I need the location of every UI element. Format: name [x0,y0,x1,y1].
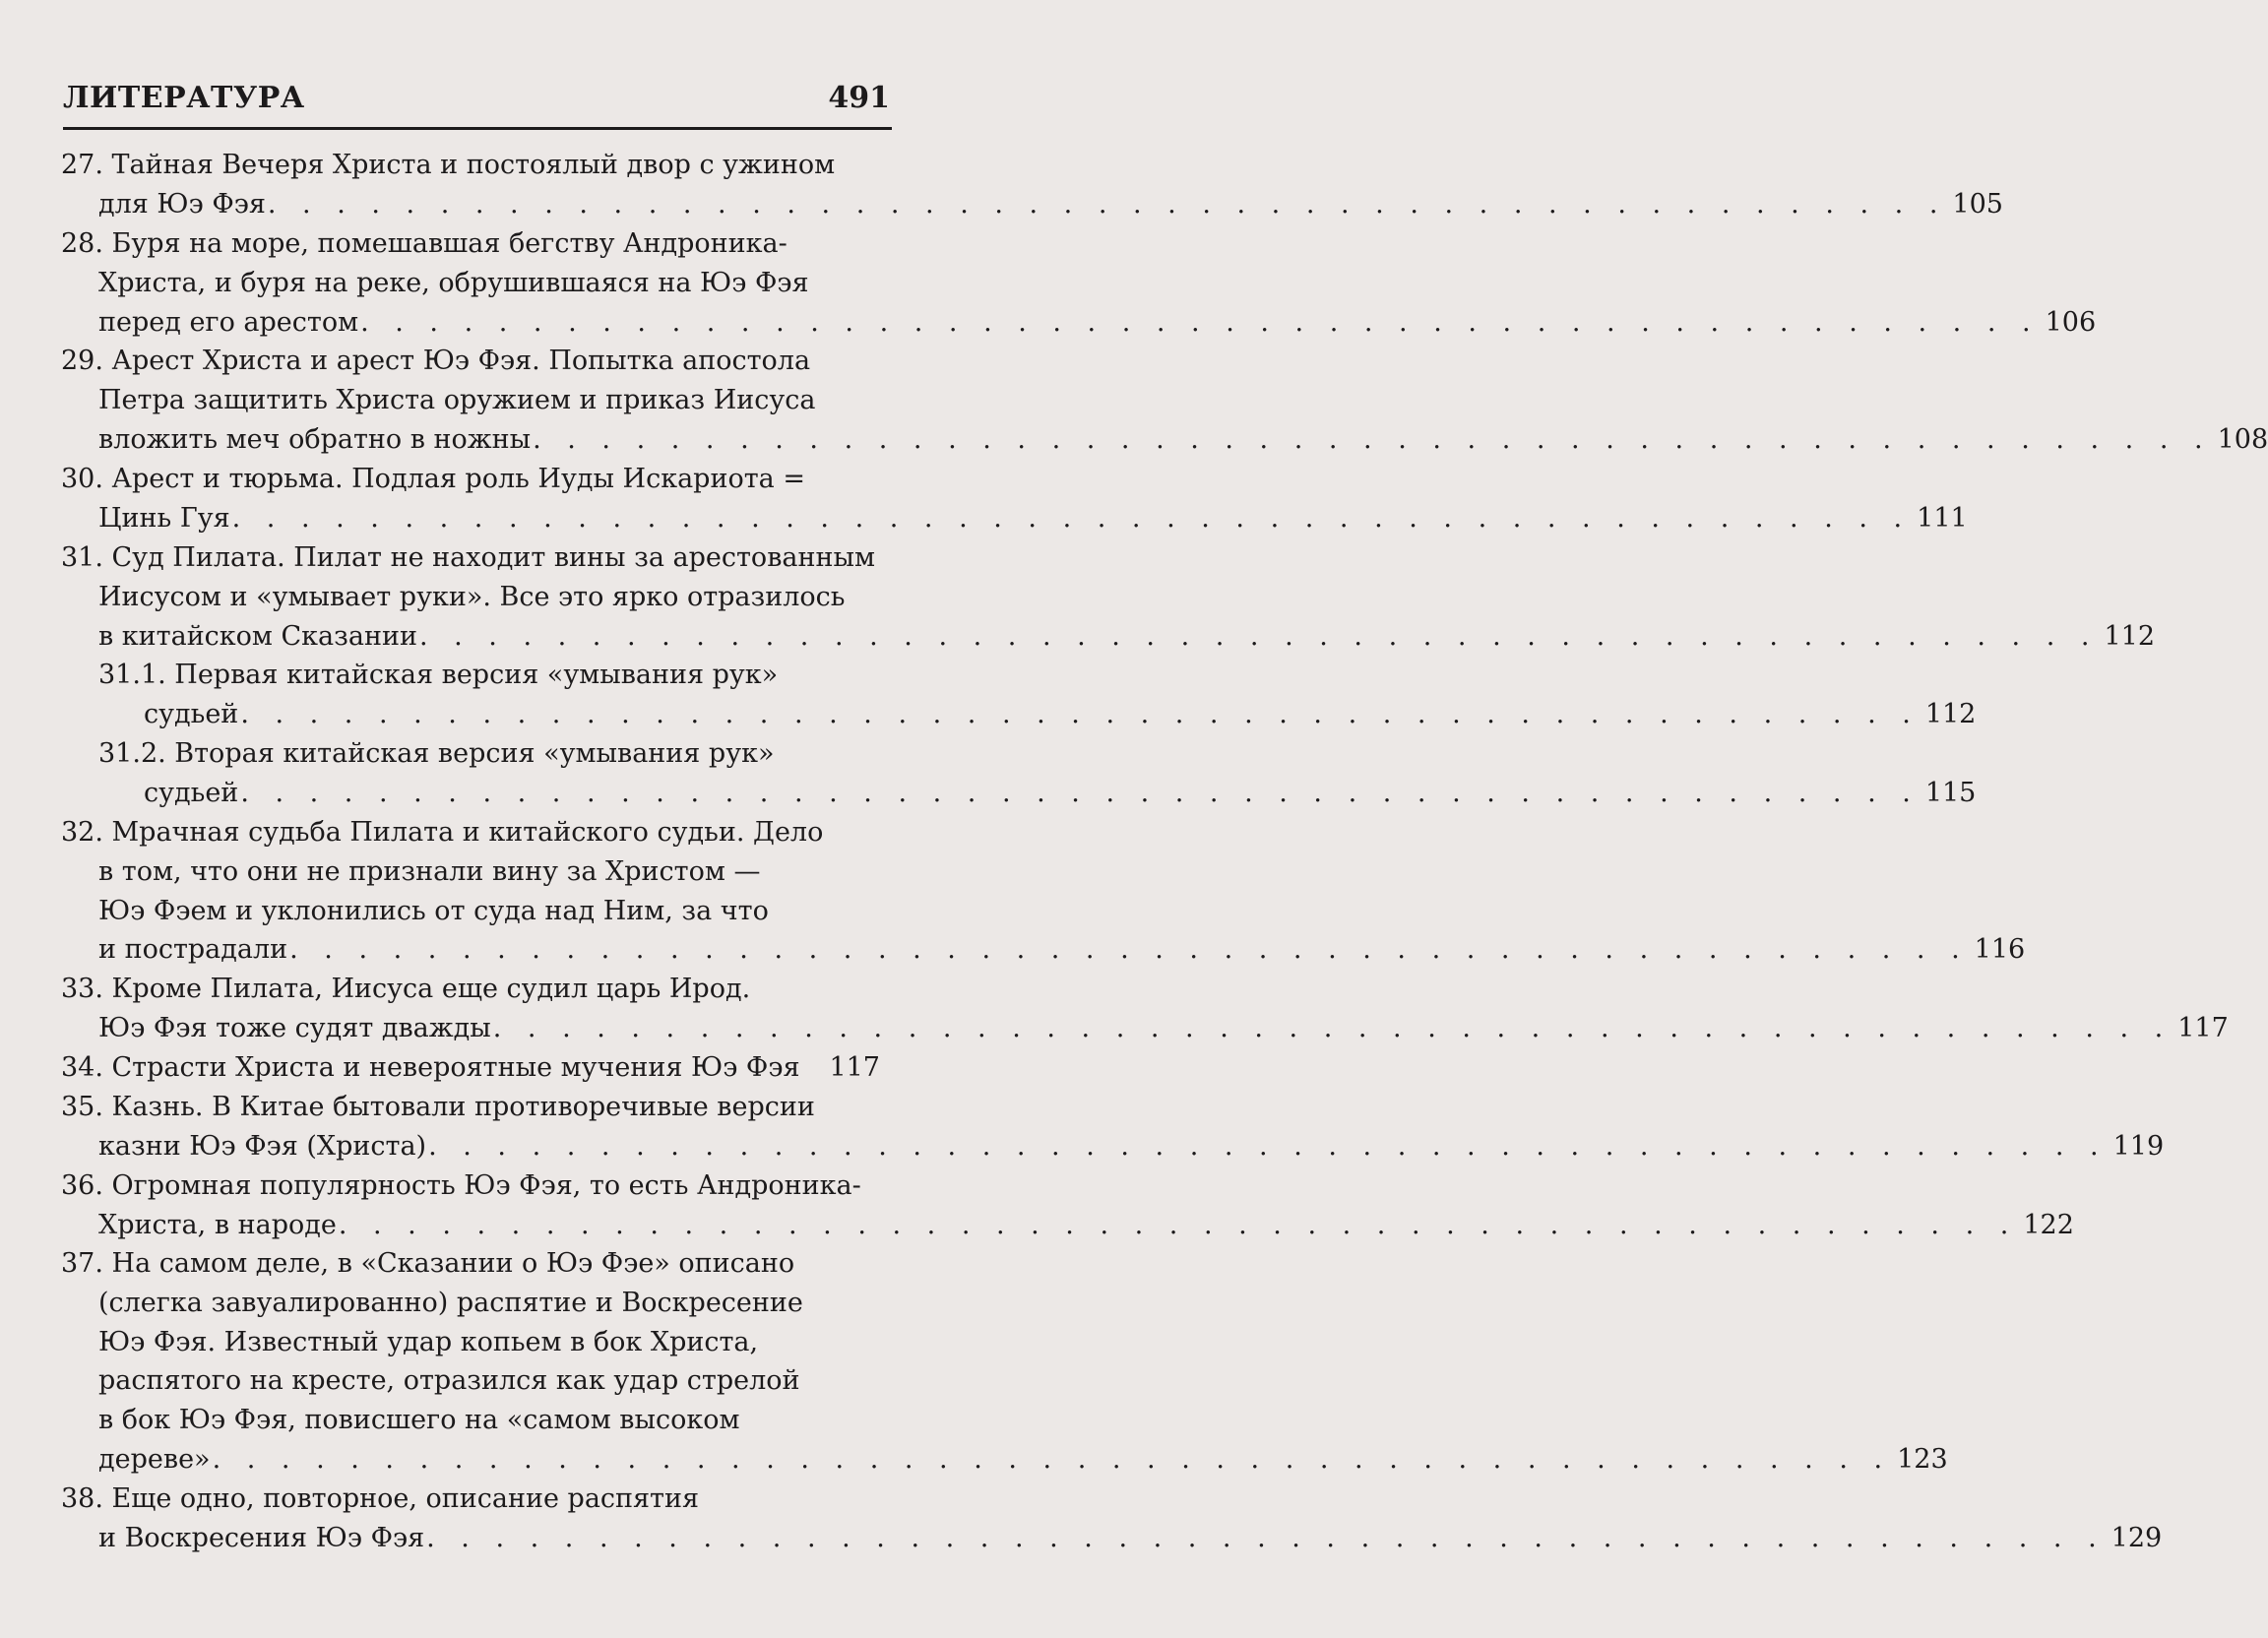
toc-entry-text: 38. Еще одно, повторное, описание распятия [61,1483,700,1514]
section-title: ЛИТЕРАТУРА [63,81,305,115]
toc-entry-line [144,774,1977,813]
toc-entry-text: 34. Страсти Христа и невероятные мучения Юэ Фэя [61,1052,800,1083]
toc-entry-text: 29. Арест Христа и арест Юэ Фэя. Попытка апостола [61,346,811,376]
toc-entry-line [98,734,880,774]
toc-entry-text: Юэ Фэя. Известный удар копьем в бок Христа, [98,1326,759,1357]
leader-dots: . . . . . . . . . . . . . . . . . . . . . . . . . . . . . . . . . . . . . . . . . . . . . . . . . [240,698,1920,729]
toc-page-number: 129 [2110,1522,2163,1553]
toc-entry-text: 31.2. Вторая китайская версия «умывания рук» [98,738,775,769]
toc-entry-text: Юэ Фэя тоже судят дважды [98,1012,491,1043]
toc-entry-text: судьей [144,698,239,729]
toc-entry-text: 37. На самом деле, в «Сказании о Юэ Фэе» описано [61,1248,795,1279]
toc-entry-text: для Юэ Фэя [98,188,266,220]
toc-entry-text: Иисусом и «умывает руки». Все это ярко отразилось [98,581,846,612]
toc-page-number: 116 [1974,934,2026,966]
toc-entry-line [98,420,2268,460]
toc-entry-line [98,264,880,303]
toc-entry-text: перед его арестом [98,306,359,338]
toc-page-number: 108 [2217,423,2268,455]
toc-page-number: 117 [829,1052,880,1083]
toc-entry-text: и Воскресения Юэ Фэя [98,1522,425,1553]
toc-page-number: 119 [2112,1130,2165,1162]
toc-entry-line [61,970,880,1009]
toc-entry-line [98,656,880,695]
toc-entry-line [61,538,880,578]
toc-entry-text: 31.1. Первая китайская версия «умывания рук» [98,660,779,690]
leader-dots: . . . . . . . . . . . . . . . . . . . . . . . . . . . . . . . . . . . . . . . . . . . . . . . . . [289,934,1969,966]
toc-entry-line [98,1401,880,1440]
toc-entry-text: вложить меч обратно в ножны [98,423,532,455]
leader-dots: . . . . . . . . . . . . . . . . . . . . . . . . . . . . . . . . . . . . . . . . . . . . . . . . . [338,1209,2018,1240]
toc-entry-text: 32. Мрачная судьба Пилата и китайского судьи. Дело [61,817,824,848]
toc-entry-line [98,1519,2163,1558]
toc-page-number: 111 [1917,502,1968,534]
toc-entry-text: (слегка завуалированно) распятие и Воскресение [98,1287,803,1318]
toc-page-number: 115 [1924,777,1977,808]
leader-dots: . . . . . . . . . . . . . . . . . . . . . . . . . . . . . . . . . . . . . . . . . . . . . . . . . [231,502,1912,534]
toc-entry-text: 30. Арест и тюрьма. Подлая роль Иуды Искариота = [61,464,805,494]
page-number: 491 [828,81,890,115]
toc-entry-line [98,578,880,617]
leader-dots: . . . . . . . . . . . . . . . . . . . . . . . . . . . . . . . . . . . . . . . . . . . . . . . . . [360,306,2040,338]
toc-page-number: 117 [2177,1012,2229,1043]
toc-entry-line [98,892,880,931]
toc-page-number: 112 [2104,620,2156,652]
toc-entry-text: 31. Суд Пилата. Пилат не находит вины за арестованным [61,542,875,573]
toc-page-number: 112 [1924,698,1977,729]
toc-entry-text: казни Юэ Фэя (Христа) [98,1130,427,1162]
toc-page-number: 122 [2023,1209,2074,1240]
toc-page-number: 105 [1952,188,2003,220]
running-header [63,77,890,126]
toc-entry-text: 33. Кроме Пилата, Иисуса еще судил царь Ирод. [61,974,751,1004]
leader-dots: . . . . . . . . . . . . . . . . . . . . . . . . . . . . . . . . . . . . . . . . . . . . . . . . . [240,777,1920,808]
toc-entry-line [98,499,1968,538]
toc-entry-line [61,146,880,185]
toc-entry-text: и пострадали [98,934,288,966]
leader-dots: . . . . . . . . . . . . . . . . . . . . . . . . . . . . . . . . . . . . . . . . . . . . . . . . . [426,1522,2106,1553]
toc-entry-line [98,1127,2165,1166]
toc-entry-line [98,303,2097,343]
leader-dots: . . . . . . . . . . . . . . . . . . . . . . . . . . . . . . . . . . . . . . . . . . . . . . . . . [267,188,1947,220]
toc-entry-text: Цинь Гуя [98,502,230,534]
toc-entry-line [98,1323,880,1362]
toc-entry-line [61,342,880,381]
header-rule [63,127,892,130]
toc-entry-text: дереве» [98,1444,211,1475]
toc-entry-line [61,1088,880,1127]
toc-entry-line [98,617,2156,657]
leader-dots: . . . . . . . . . . . . . . . . . . . . . . . . . . . . . . . . . . . . . . . . . . . . . . . . . [212,1444,1892,1475]
toc-entry-text: Юэ Фэем и уклонились от суда над Ним, за что [98,895,769,926]
leader-dots: . . . . . . . . . . . . . . . . . . . . . . . . . . . . . . . . . . . . . . . . . . . . . . . . . [428,1130,2108,1162]
toc-entry-line [98,1361,880,1401]
toc-entry-line [98,381,880,420]
toc-entry-line [61,1048,880,1088]
toc-entry-line [98,1284,880,1323]
toc-entry-line [61,813,880,852]
toc-entry-line [98,1440,1948,1480]
toc-entry-text: Петра защитить Христа оружием и приказ Иисуса [98,384,816,415]
toc-entry-text: 28. Буря на море, помешавшая бегству Андроника- [61,228,788,259]
toc-entry-line [98,185,2003,224]
toc-entry-line [61,1480,880,1519]
toc-entry-line [61,224,880,264]
toc-entry-line [61,1244,880,1284]
toc-entry-line [98,930,2026,970]
toc-entry-text: в том, что они не признали вину за Христом — [98,855,761,887]
toc-entry-line [144,695,1977,734]
toc-entry-line [98,1009,2229,1048]
toc-entry-text: в бок Юэ Фэя, повисшего на «самом высоком [98,1405,740,1436]
toc-entry-text: в китайском Сказании [98,620,417,652]
leader-dots: . . . . . . . . . . . . . . . . . . . . . . . . . . . . . . . . . . . . . . . . . . . . . . . . . [492,1012,2173,1043]
leader-dots: . . . . . . . . . . . . . . . . . . . . . . . . . . . . . . . . . . . . . . . . . . . . . . . . . [418,620,2099,652]
toc-entry-text: 27. Тайная Вечеря Христа и постоялый двор с ужином [61,150,836,180]
toc-entry-line [98,1206,2074,1245]
toc-entry-text: судьей [144,777,239,808]
toc-entry-text: 35. Казнь. В Китае бытовали противоречивые версии [61,1092,815,1122]
toc-entry-line [61,460,880,499]
toc-entry-line [61,1166,880,1206]
toc-entry-text: 36. Огромная популярность Юэ Фэя, то есть Андроника- [61,1170,861,1201]
toc-entry-line [98,852,880,892]
toc-entry-text: Христа, и буря на реке, обрушившаяся на Юэ Фэя [98,267,809,298]
toc-entry-text: распятого на кресте, отразился как удар стрелой [98,1365,800,1397]
toc-page-number: 106 [2045,306,2097,338]
toc-entry-text: Христа, в народе [98,1209,337,1240]
leader-dots: . . . . . . . . . . . . . . . . . . . . . . . . . . . . . . . . . . . . . . . . . . . . . . . . . [533,423,2212,455]
toc-page-number: 123 [1897,1444,1948,1475]
